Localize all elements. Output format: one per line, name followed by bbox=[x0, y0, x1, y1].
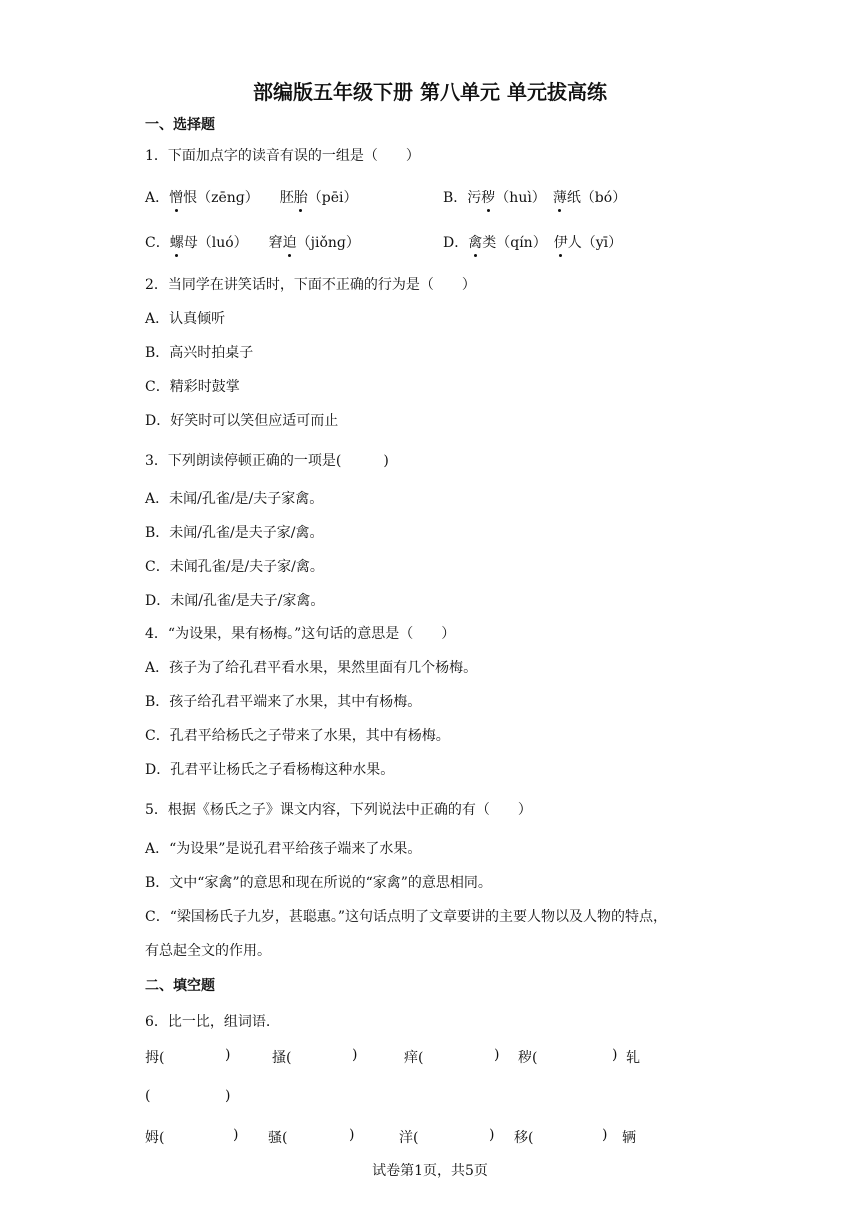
page-title: 部编版五年级下册 第八单元 单元拔高练 bbox=[253, 80, 607, 104]
q5-stem: 5．根据《杨氏之子》课文内容，下列说法中正确的有（ ） bbox=[145, 802, 532, 818]
section-choice: 一、选择题 bbox=[145, 117, 215, 133]
q3-option-c: C．未闻孔雀/是/夫子家/禽。 bbox=[145, 559, 324, 575]
section-fill: 二、填空题 bbox=[145, 978, 215, 994]
q6-item-close: ) bbox=[225, 1047, 231, 1063]
q6-item-label: 骚( bbox=[268, 1130, 288, 1146]
q6-item-close: ) bbox=[352, 1047, 358, 1063]
q3-option-b: B．未闻/孔雀/是夫子家/禽。 bbox=[145, 525, 324, 541]
q6-item-label: 拇( bbox=[145, 1050, 165, 1066]
q1-option-a: A．憎恨（zēnɡ） 胚胎（pēi） bbox=[145, 190, 358, 206]
q1-option-c: C．螺母（luó） 窘迫（jiǒnɡ） bbox=[145, 235, 360, 251]
q6-item-close: ) bbox=[602, 1127, 608, 1143]
q6-item-label: 轧 bbox=[626, 1050, 640, 1066]
page-footer: 试卷第1页，共5页 bbox=[372, 1163, 488, 1179]
q1-option-b: B．污秽（huì） 薄纸（bó） bbox=[443, 190, 627, 206]
q6-item-close: ) bbox=[233, 1127, 239, 1143]
q4-option-c: C．孔君平给杨氏之子带来了水果，其中有杨梅。 bbox=[145, 728, 450, 744]
q6-item-label: 洋( bbox=[399, 1130, 419, 1146]
q3-stem: 3．下列朗读停顿正确的一项是( ) bbox=[145, 453, 389, 469]
q2-option-d: D．好笑时可以笑但应适可而止 bbox=[145, 413, 339, 429]
q6-item-label: 痒( bbox=[404, 1050, 424, 1066]
q6-item-label: 移( bbox=[514, 1130, 534, 1146]
q3-option-a: A．未闻/孔雀/是/夫子家禽。 bbox=[145, 491, 324, 507]
q3-option-d: D．未闻/孔雀/是夫子/家禽。 bbox=[145, 593, 325, 609]
q6-item-label: 辆 bbox=[622, 1130, 636, 1146]
q4-stem: 4．“为设果，果有杨梅。”这句话的意思是（ ） bbox=[145, 626, 456, 642]
q6-item-close: ) bbox=[612, 1047, 618, 1063]
q6-item-close: ) bbox=[489, 1127, 495, 1143]
q6-item-close: ) bbox=[349, 1127, 355, 1143]
q6-item-label: 姆( bbox=[145, 1130, 165, 1146]
q5-option-c-continued: 有总起全文的作用。 bbox=[145, 943, 271, 959]
q6-item-label: 秽( bbox=[518, 1050, 538, 1066]
q6-item-close: ) bbox=[225, 1088, 231, 1104]
q6-item-close: ) bbox=[494, 1047, 500, 1063]
q5-option-c: C．“梁国杨氏子九岁，甚聪惠。”这句话点明了文章要讲的主要人物以及人物的特点， bbox=[145, 909, 668, 925]
q4-option-b: B．孩子给孔君平端来了水果，其中有杨梅。 bbox=[145, 694, 422, 710]
q1-option-d: D．禽类（qín） 伊人（yī） bbox=[443, 235, 623, 251]
q5-option-a: A．“为设果”是说孔君平给孩子端来了水果。 bbox=[145, 841, 422, 857]
q5-option-b: B．文中“家禽”的意思和现在所说的“家禽”的意思相同。 bbox=[145, 875, 492, 891]
q2-stem: 2．当同学在讲笑话时，下面不正确的行为是（ ） bbox=[145, 277, 476, 293]
q4-option-a: A．孩子为了给孔君平看水果，果然里面有几个杨梅。 bbox=[145, 660, 478, 676]
q6-item-label: ( bbox=[145, 1088, 151, 1104]
q4-option-d: D．孔君平让杨氏之子看杨梅这种水果。 bbox=[145, 762, 395, 778]
q2-option-c: C．精彩时鼓掌 bbox=[145, 379, 240, 395]
q1-stem: 1．下面加点字的读音有误的一组是（ ） bbox=[145, 148, 420, 164]
q6-stem: 6．比一比，组词语. bbox=[145, 1014, 271, 1030]
q2-option-b: B．高兴时拍桌子 bbox=[145, 345, 254, 361]
q6-item-label: 搔( bbox=[272, 1050, 292, 1066]
q2-option-a: A．认真倾听 bbox=[145, 311, 226, 327]
